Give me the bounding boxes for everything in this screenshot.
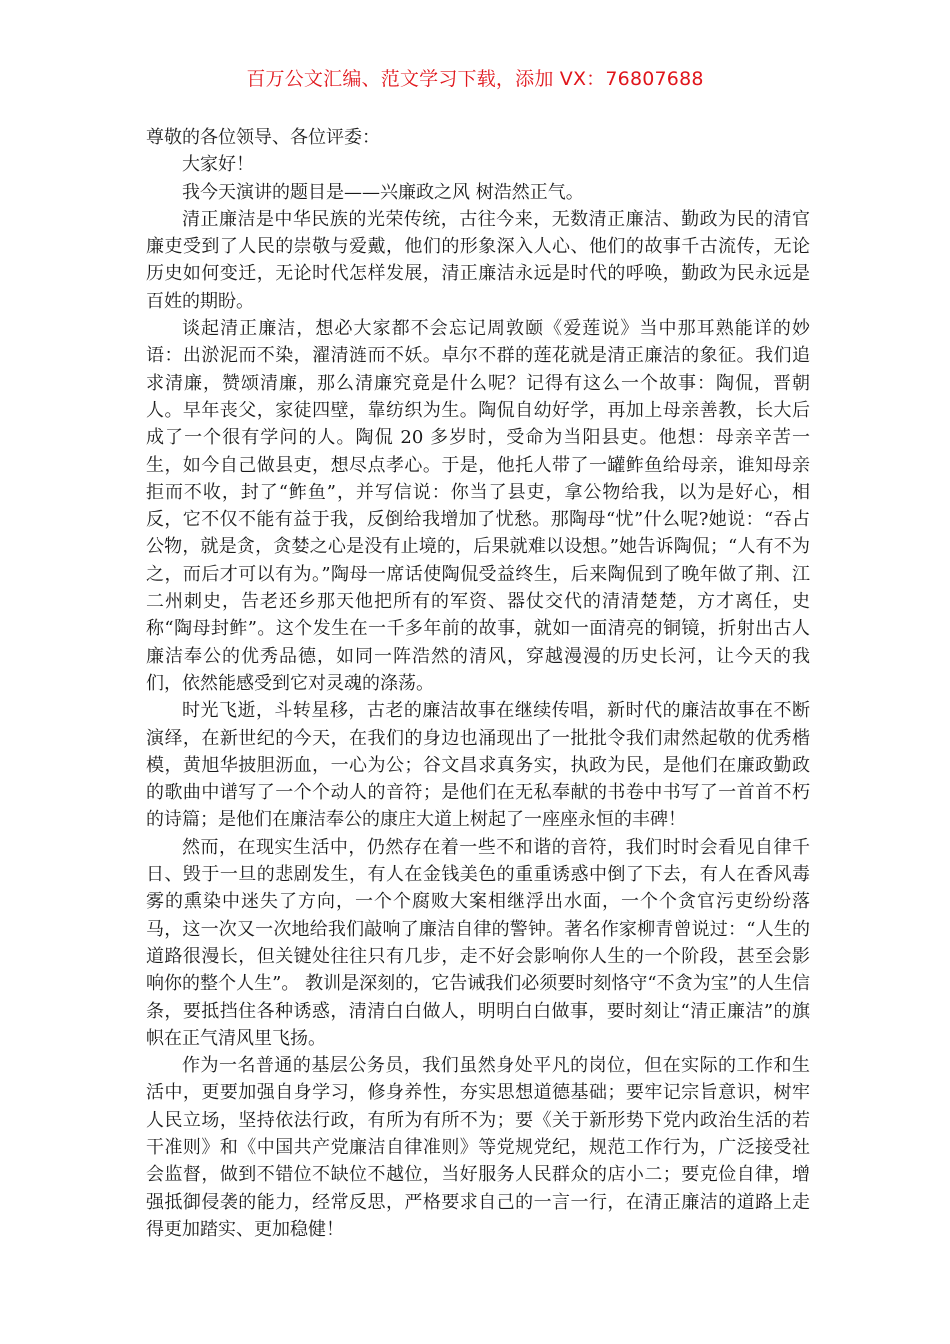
salutation: 尊敬的各位领导、各位评委：: [146, 127, 380, 148]
watermark-banner: 百万公文汇编、范文学习下载，添加 VX：76807688: [246, 68, 704, 90]
paragraph-greeting: 大家好！: [182, 154, 254, 176]
paragraph-4: 然而，在现实生活中，仍然存在着一些不和谐的音符，我们时时会看见自律千日、毁于一旦的悲剧发生，有人在金钱美色的重重诱惑中倒了下去，有人在香风毒雾的熏染中迷失了方向，一个个腐败大案相继浮出水面，一个个贪官污吏纷纷落马，这一次又一次地给我们敲响了廉洁自律的警钟。著名作家柳青曾说过：“人生的道路很漫长，但关键处往往只有几步，走不好会影响你人生的一个阶段，甚至会影响你的整个人生”。 教训是深刻的，它告诫我们必须要时刻恪守“不贪为宝”的人生信条，要抵挡住各种诱惑，清清白白做人，明明白白做事，要时刻让“清正廉洁”的旗帜在正气清风里飞扬。: [146, 836, 810, 1049]
paragraph-2: 谈起清正廉洁，想必大家都不会忘记周敦颐《爱莲说》当中那耳熟能详的妙语：出淤泥而不染，濯清涟而不妖。卓尔不群的莲花就是清正廉洁的象征。我们追求清廉，赞颂清廉，那么清廉究竟是什么呢？记得有这么一个故事：陶侃，晋朝人。早年丧父，家徒四壁，靠纺织为生。陶侃自幼好学，再加上母亲善教，长大后成了一个很有学问的人。陶侃 20 多岁时，受命为当阳县吏。他想：母亲辛苦一生，如今自己做县吏，想尽点孝心。于是，他托人带了一罐鲊鱼给母亲，谁知母亲拒而不收，封了“鲊鱼”，并写信说：你当了县吏，拿公物给我，以为是好心，相反，它不仅不能有益于我，反倒给我增加了忧愁。那陶母“忧”什么呢?她说：“吞占公物，就是贪，贪婪之心是没有止境的，后果就难以设想。”她告诉陶侃；“人有不为之，而后才可以有为。”陶母一席话使陶侃受益终生，后来陶侃到了晚年做了荆、江二州刺史，告老还乡那天他把所有的军资、器仗交代的清清楚楚，方才离任，史称“陶母封鲊”。这个发生在一千多年前的故事，就如一面清亮的铜镜，折射出古人廉洁奉公的优秀品德，如同一阵浩然的清风，穿越漫漫的历史长河，让今天的我们，依然能感受到它对灵魂的涤荡。: [146, 318, 810, 694]
paragraph-3: 时光飞逝，斗转星移，古老的廉洁故事在继续传唱，新时代的廉洁故事在不断演绎，在新世纪的今天，在我们的身边也涌现出了一批批令我们肃然起敬的优秀楷模，黄旭华披胆沥血，一心为公；谷文昌求真务实，执政为民，是他们在廉政勤政的歌曲中谱写了一个个动人的音符；是他们在无私奉献的书卷中书写了一首首不朽的诗篇；是他们在廉洁奉公的康庄大道上树起了一座座永恒的丰碑！: [146, 700, 810, 831]
speech-body: [146, 124, 810, 1243]
paragraph-1: 清正廉洁是中华民族的光荣传统，古往今来，无数清正廉洁、勤政为民的清官廉吏受到了人民的崇敬与爱戴，他们的形象深入人心、他们的故事千古流传，无论历史如何变迁，无论时代怎样发展，清正廉洁永远是时代的呼唤，勤政为民永远是百姓的期盼。: [146, 208, 810, 312]
paragraph-5: 作为一名普通的基层公务员，我们虽然身处平凡的岗位，但在实际的工作和生活中，更要加强自身学习，修身养性，夯实思想道德基础；要牢记宗旨意识，树牢人民立场，坚持依法行政，有所为有所不为；要《关于新形势下党内政治生活的若干准则》和《中国共产党廉洁自律准则》等党规党纪，规范工作行为，广泛接受社会监督，做到不错位不缺位不越位，当好服务人民群众的店小二；要克俭自律，增强抵御侵袭的能力，经常反思，严格要求自己的一言一行，在清正廉洁的道路上走得更加踏实、更加稳健！: [146, 1055, 810, 1240]
paragraph-title: 我今天演讲的题目是——兴廉政之风 树浩然正气。: [182, 181, 584, 203]
